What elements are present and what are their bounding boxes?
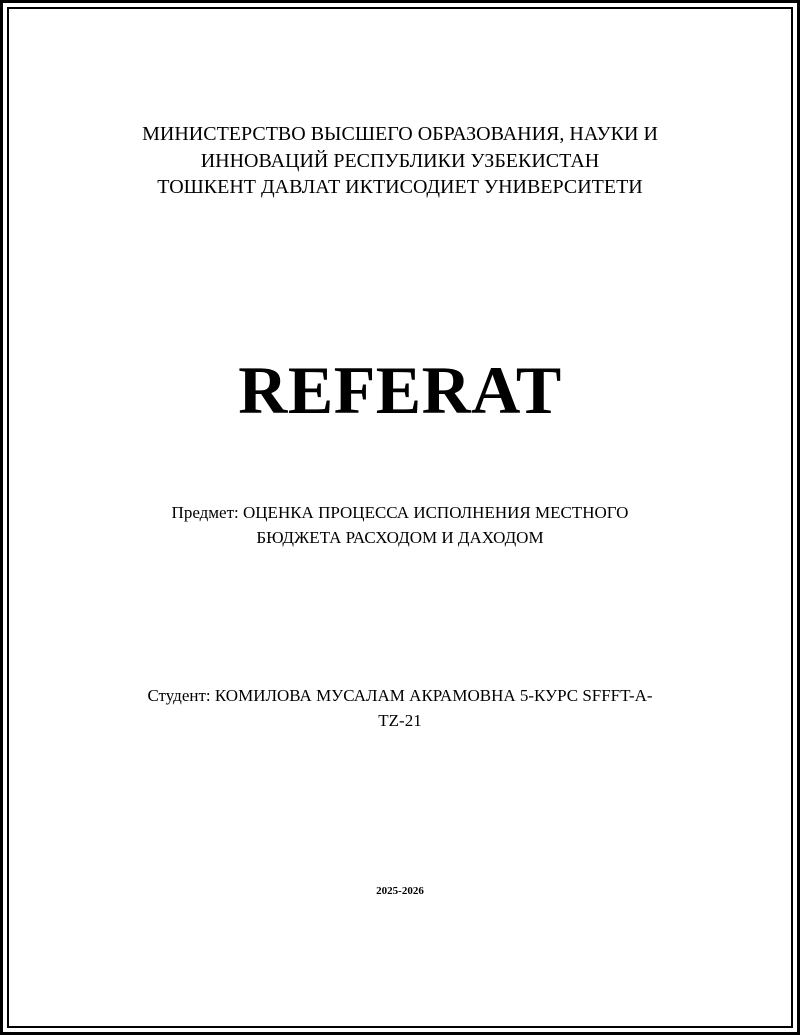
- subject-line-1: Предмет: ОЦЕНКА ПРОЦЕССА ИСПОЛНЕНИЯ МЕСТНОГО: [171, 503, 629, 522]
- header-line-ministry: МИНИСТЕРСТВО ВЫСШЕГО ОБРАЗОВАНИЯ, НАУКИ И: [142, 123, 658, 145]
- student-line-1: Студент: КОМИЛОВА МУСАЛАМ АКРАМОВНА 5-КУРС SFFFT-A-: [147, 686, 653, 705]
- header-line-university: ТОШКЕНТ ДАВЛАТ ИКТИСОДИЕТ УНИВЕРСИТЕТИ: [157, 176, 643, 198]
- header-line-republic: ИННОВАЦИЙ РЕСПУБЛИКИ УЗБЕКИСТАН: [200, 149, 600, 172]
- student-block: [0, 683, 800, 733]
- subject-block: [0, 500, 800, 550]
- subject-line-2: БЮДЖЕТА РАСХОДОМ И ДАХОДОМ: [256, 528, 544, 547]
- institution-header: [0, 121, 800, 201]
- academic-year: 2025-2026: [376, 885, 424, 897]
- document-title: REFERAT: [238, 352, 562, 428]
- student-line-2: TZ-21: [378, 711, 422, 730]
